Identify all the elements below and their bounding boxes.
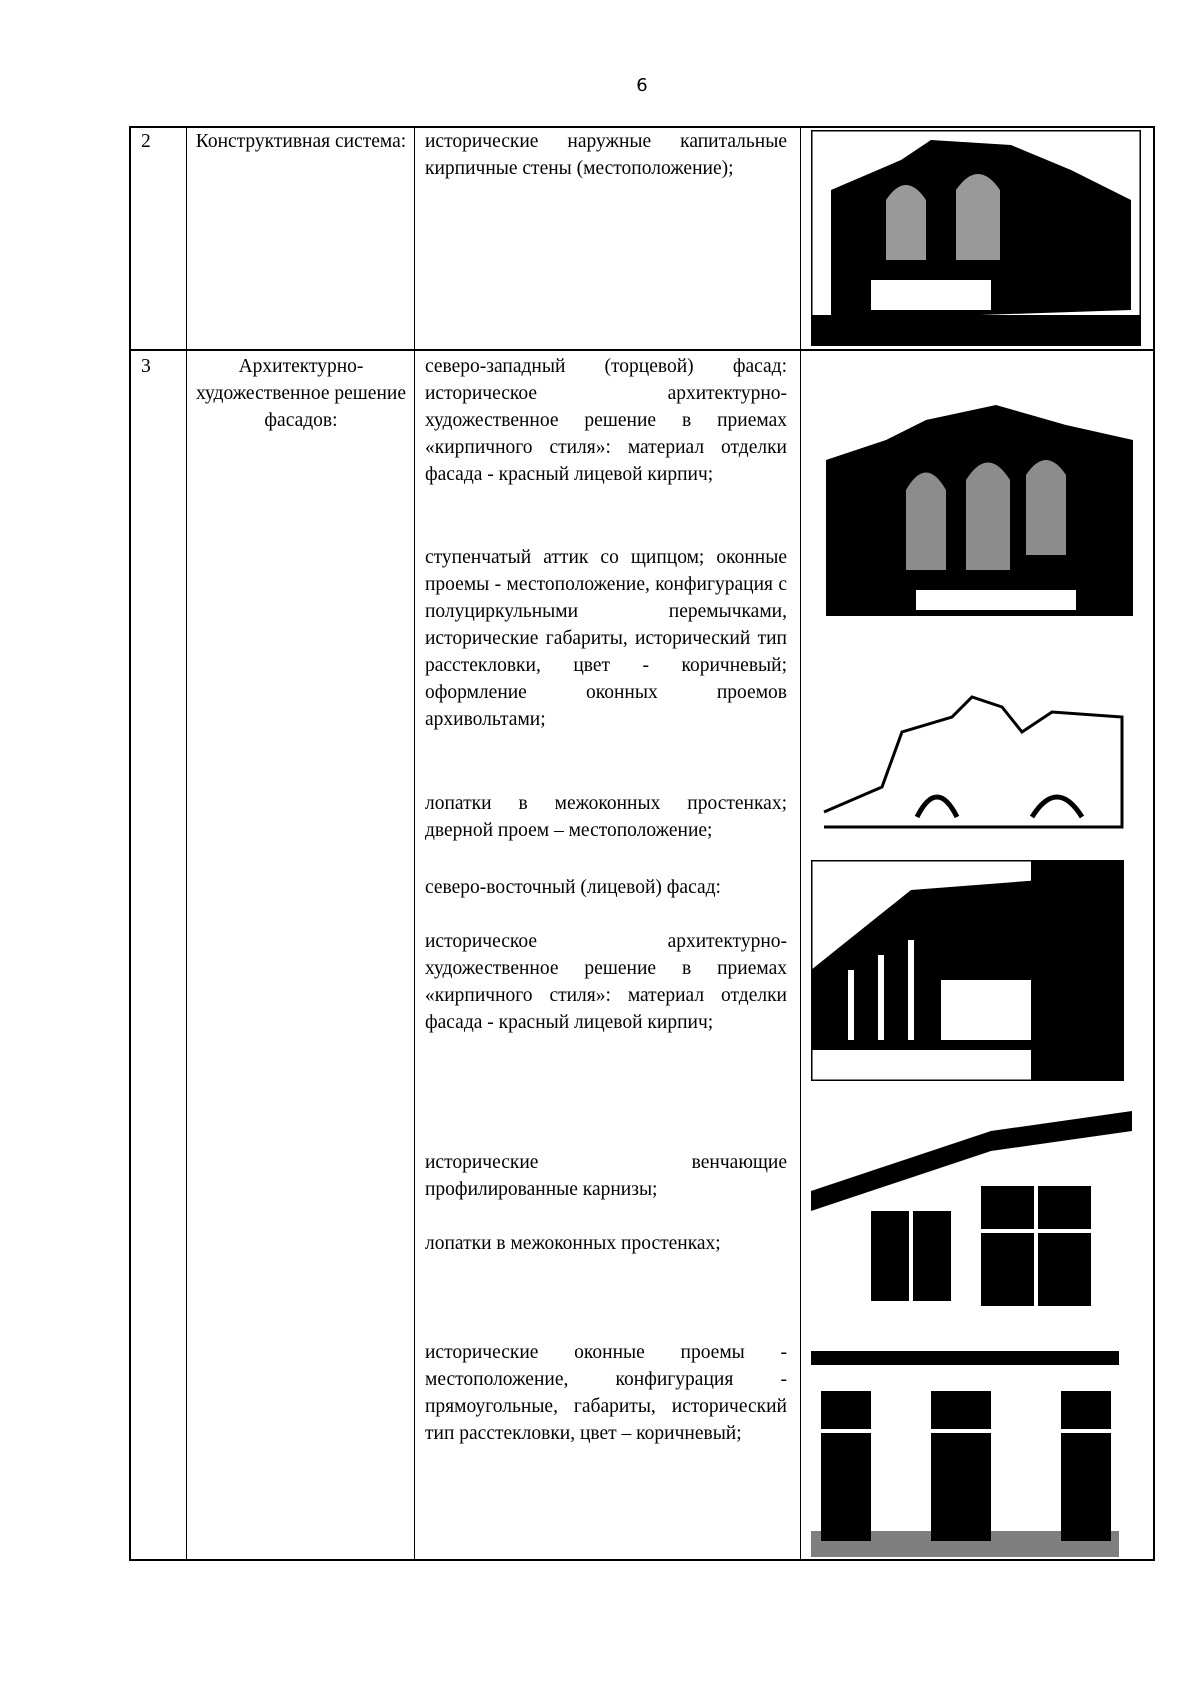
paragraph: ступенчатый аттик со щипцом; оконные проемы - местоположение, конфигурация с полуциркульными перемычками, исторические габариты, исторический тип расстекловки, цвет - коричневый; оформление оконных проемов архивольтами; bbox=[425, 547, 787, 730]
paragraph: северо-восточный (лицевой) фасад: bbox=[425, 877, 721, 898]
building-photo bbox=[811, 130, 1141, 346]
paragraph: исторические наружные капитальные кирпичные стены (местоположение); bbox=[425, 131, 787, 179]
page-number: 6 bbox=[636, 75, 648, 96]
facade-drawing bbox=[822, 692, 1130, 832]
row-title: Конструктивная система: bbox=[195, 131, 407, 152]
building-photo bbox=[811, 860, 1124, 1081]
column-divider bbox=[186, 126, 187, 1561]
row-divider bbox=[129, 349, 1155, 351]
building-photo bbox=[811, 1111, 1132, 1321]
table-border-bottom bbox=[129, 1559, 1155, 1561]
paragraph: исторические венчающие профилированные карнизы; bbox=[425, 1152, 787, 1200]
paragraph: историческое архитектурно-художественное решение в приемах «кирпичного стиля»: материал отделки фасада - красный лицевой кирпич; bbox=[425, 931, 787, 1033]
paragraph: лопатки в межоконных простенках; bbox=[425, 1233, 721, 1254]
paragraph: исторические оконные проемы - местоположение, конфигурация - прямоугольные, габариты, исторический тип расстекловки, цвет – коричневый; bbox=[425, 1342, 787, 1444]
row-title: Архитектурно-художественное решение фасадов: bbox=[196, 356, 406, 431]
row-number: 3 bbox=[141, 356, 151, 377]
paragraph: северо-западный (торцевой) фасад: историческое архитектурно-художественное решение в приемах «кирпичного стиля»: материал отделки фасада - красный лицевой кирпич; bbox=[425, 356, 787, 485]
column-divider bbox=[800, 126, 801, 1561]
paragraph: лопатки в межоконных простенках; дверной проем – местоположение; bbox=[425, 793, 787, 841]
row-description bbox=[425, 128, 787, 182]
column-divider bbox=[414, 126, 415, 1561]
table-border-right bbox=[1153, 126, 1155, 1561]
row-number: 2 bbox=[141, 131, 151, 152]
building-photo bbox=[811, 1351, 1119, 1557]
table-border-left bbox=[129, 126, 131, 1561]
building-photo bbox=[816, 400, 1133, 616]
